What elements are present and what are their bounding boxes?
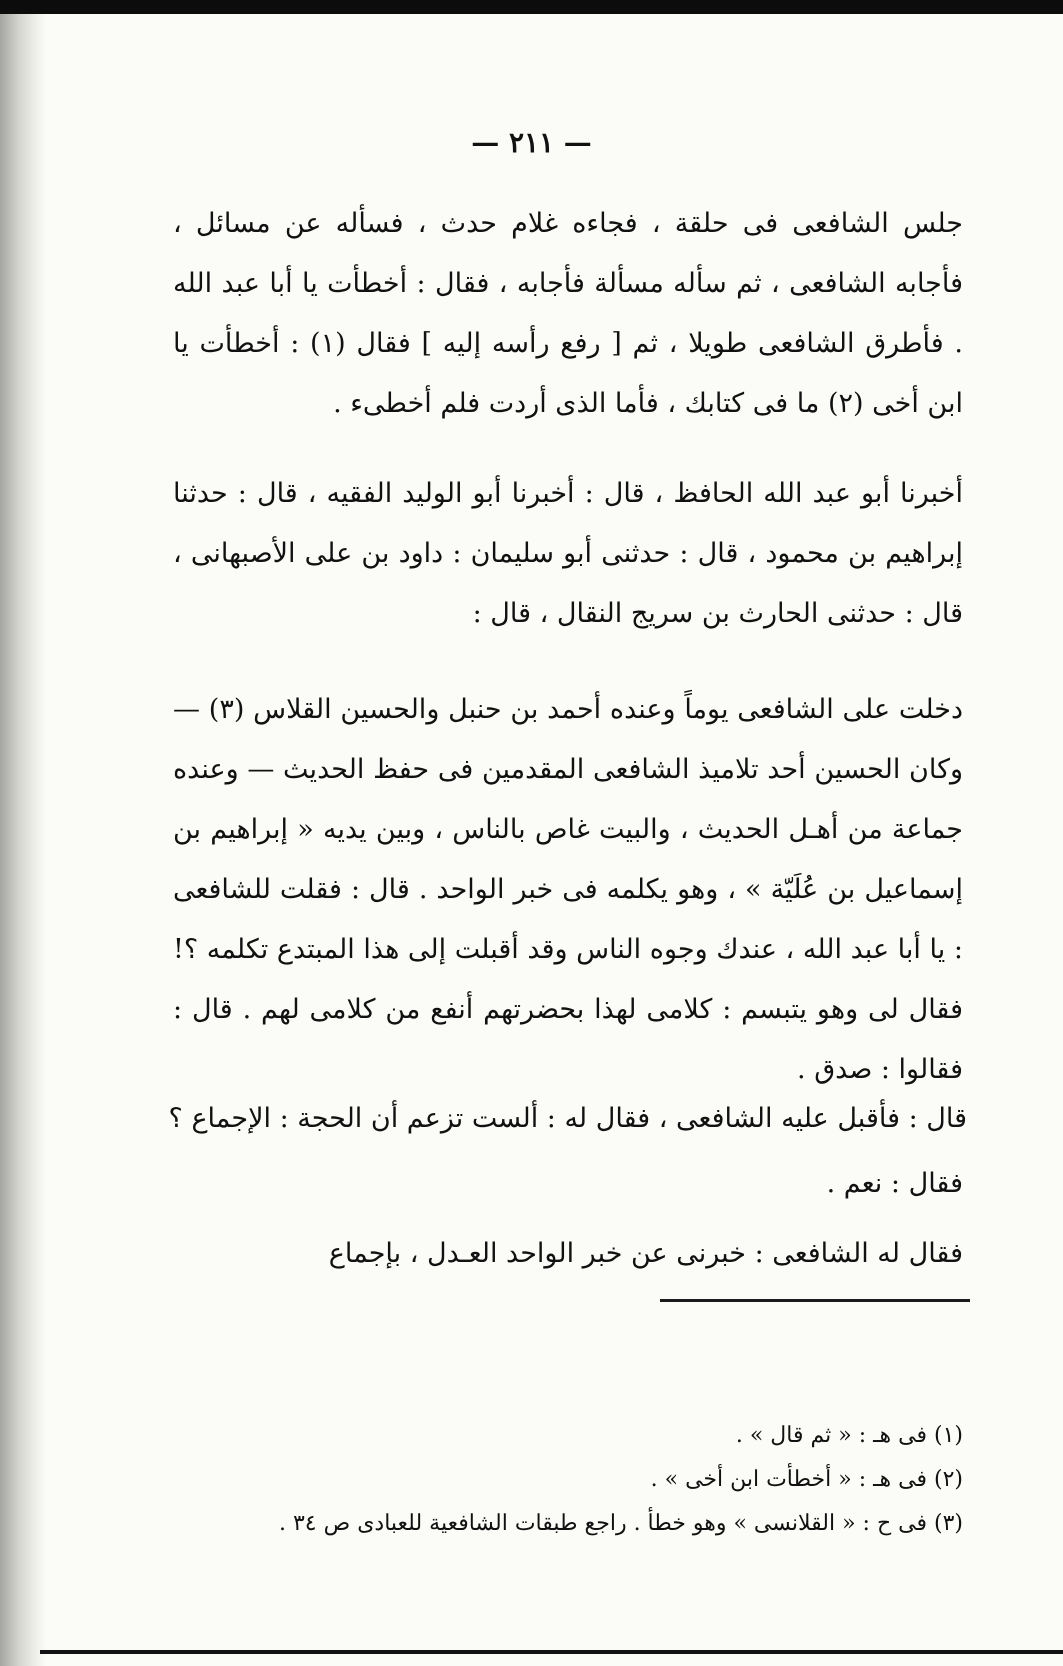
footnote-separator [660, 1299, 970, 1302]
page-bottom-edge [40, 1650, 1063, 1654]
footnote-1: (١) فى هـ : « ثم قال » . [735, 1423, 963, 1448]
footnote-3: (٣) فى ح : « القلانسى » وهو خطأ . راجع طبقات الشافعية للعبادى ص ٣٤ . [278, 1511, 963, 1536]
paragraph-text: جلس الشافعى فى حلقة ، فجاءه غلام حدث ، فسأله عن مسائل ، فأجابه الشافعى ، ثم سأله مسألة فأجابه ، فقال : أخطأت يا أبا عبد الله . فأطرق الشافعى طويلا ، ثم [ رفع رأسه إليه ] فقال (١) : أخطأت يا ابن أخى (٢) ما فى كتابك ، فأما الذى أردت فلم أخطىء . [173, 208, 963, 419]
footnotes [173, 1414, 963, 1546]
paragraph-4 [167, 1089, 967, 1149]
paragraph-text: قال : فأقبل عليه الشافعى ، فقال له : ألست تزعم أن الحجة : الإجماع ؟ [168, 1103, 967, 1134]
page-number: — ٢١١ — [471, 126, 592, 159]
paragraph-5 [173, 1154, 963, 1214]
scan-top-edge [0, 0, 1063, 14]
page-gutter-shadow [0, 14, 46, 1666]
paragraph-text: فقال له الشافعى : خبرنى عن خبر الواحد العـدل ، بإجماع [328, 1238, 963, 1269]
footnote-2: (٢) فى هـ : « أخطأت ابن أخى » . [650, 1467, 963, 1492]
paragraph-text: أخبرنا أبو عبد الله الحافظ ، قال : أخبرنا أبو الوليد الفقيه ، قال : حدثنا إبراهيم بن محمود ، قال : حدثنى أبو سليمان : داود بن على الأصبهانى ، قال : حدثنى الحارث بن سريج النقال ، قال : [173, 478, 963, 629]
paragraph-text: فقال : نعم . [826, 1168, 963, 1199]
paragraph-6 [173, 1224, 963, 1284]
paragraph-1 [173, 194, 963, 434]
book-page [0, 14, 1063, 1666]
paragraph-3 [173, 680, 963, 1100]
paragraph-2 [173, 464, 963, 644]
paragraph-text: دخلت على الشافعى يوماً وعنده أحمد بن حنبل والحسين القلاس (٣) — وكان الحسين أحد تلاميذ الشافعى المقدمين فى حفظ الحديث — وعنده جماعة من أهـل الحديث ، والبيت غاص بالناس ، وبين يديه « إبراهيم بن إسماعيل بن عُلَيّة » ، وهو يكلمه فى خبر الواحد . قال : فقلت للشافعى : يا أبا عبد الله ، عندك وجوه الناس وقد أقبلت إلى هذا المبتدع تكلمه ؟! فقال لى وهو يتبسم : كلامى لهذا بحضرتهم أنفع من كلامى لهم . قال : فقالوا : صدق . [173, 694, 963, 1085]
